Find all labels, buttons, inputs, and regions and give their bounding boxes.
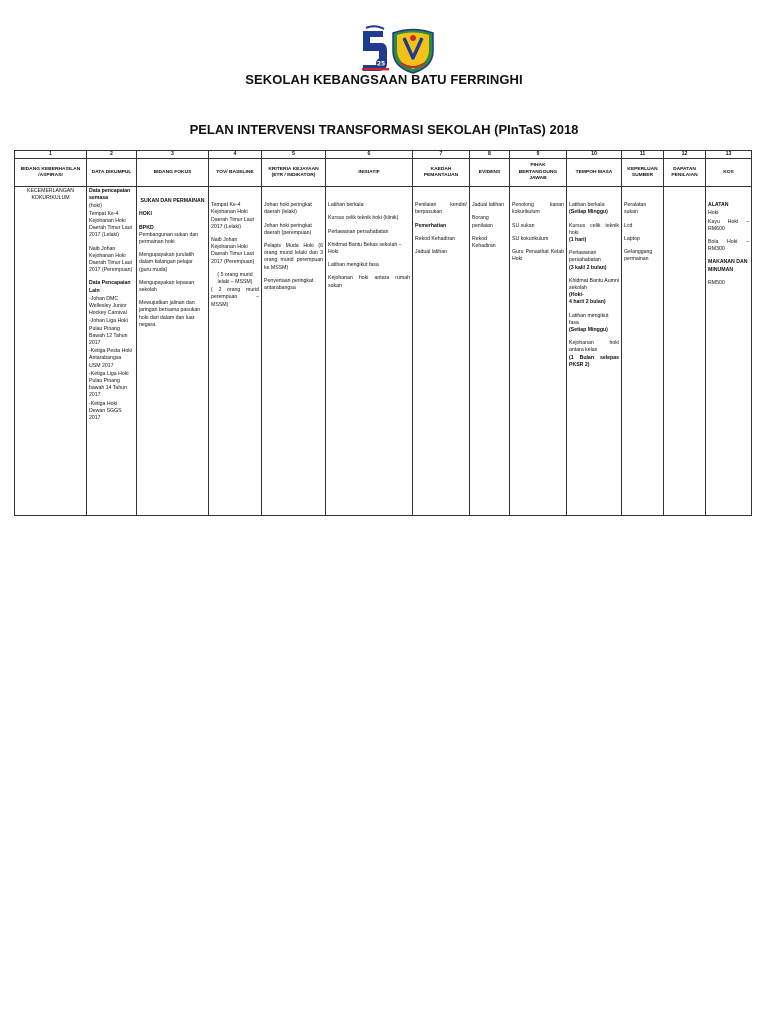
list-item: -Ketiga Liga Hoki Pulau Pinang bawah 14 Tahun 2017 [89, 370, 129, 399]
initiative-item: Latihan berkala [328, 202, 364, 209]
list-item: -Johan Liga Hoki Pulau Pinang Bawah 12 Tahun 2017 [89, 318, 128, 347]
data-heading: Data pencapaian semasa [89, 188, 131, 202]
responsible-text: Penolong kanan kokurikulum [512, 202, 564, 216]
period-duration: (Setiap Minggu) [569, 327, 608, 334]
cell-bidang-fokus [137, 187, 209, 516]
period-text: Perlawanan persahabatan [569, 250, 601, 264]
cell-kaedah-pemantauan [413, 187, 470, 516]
column-number: 4 [209, 151, 262, 159]
header-tempoh-masa: TEMPOH MASA [567, 159, 622, 187]
column-number: 9 [510, 151, 567, 159]
period-duration: (1 hari) [569, 237, 587, 244]
column-number: 1 [15, 151, 87, 159]
list-item: -Johan DMC Wellesley Junior Hockey Carnival [89, 295, 127, 317]
cell-pihak-bertanggung-jawab [510, 187, 567, 516]
initiative-item: Kejohanan hoki antara rumah sukan [328, 275, 410, 289]
initiative-item: Perlawanan persahabatan [328, 228, 389, 235]
header-tov-baseline: TOV/ BASELINE [209, 159, 262, 187]
column-number: 6 [326, 151, 413, 159]
list-item: -Ketiga Pesta Hoki Antarabangsa USM 2017 [89, 348, 132, 369]
data-subheading: (hoki) [89, 202, 102, 209]
period-text: Kejohanan hoki antara kelas [569, 340, 619, 354]
focus-text: Mengupayakan jurulatih dalam kalangan pelajar (guru muda) [139, 252, 195, 273]
column-number: 7 [413, 151, 470, 159]
cell-bidang-keberhasilan: KECEMERLANGAN KOKURIKULUM [15, 187, 87, 516]
data-text: Naib Johan Kejohanan Hoki Daerah Timur Laut 2017 (Perempuan) [89, 245, 133, 274]
cost-text: Kayu Hoki – RM600 [708, 218, 749, 232]
cell-evidens [470, 187, 510, 516]
monitoring-text: Jadual latihan [415, 249, 448, 256]
header-kriteria-kejayaan: KRITERIA KEJAYAAN (ETR / INDIKATOR) [262, 159, 326, 187]
focus-text: Mengupayakan lepasan sekolah [139, 279, 195, 294]
focus-text: Pembangunan sukan dan permainan hoki [139, 231, 199, 246]
criteria-text: Penyertaan peringkat antarabangsa [264, 277, 314, 292]
period-duration: (Hoki- [569, 292, 584, 299]
baseline-text: Naib Johan Kejohanan Hoki Daerah Timur Laut 2017 (Perempuan) [211, 237, 255, 265]
evidence-text: Borang penilaian [472, 215, 493, 229]
cost-text: Hoki [708, 210, 719, 217]
resource-text: Laptop [624, 235, 640, 242]
logo-text: 25 [376, 60, 386, 68]
cell-tov-baseline [209, 187, 262, 516]
evidence-text: Rekod Kehadiran [472, 235, 496, 250]
column-number-row [15, 151, 752, 159]
focus-label: HOKI [139, 211, 152, 218]
criteria-text: Johan hoki peringkat daerah (perempuan) [264, 222, 312, 236]
column-number: 8 [470, 151, 510, 159]
header-pihak-bertanggung-jawab: PIHAK BERTANGGUNG JAWAB [510, 159, 567, 187]
header-data-dikumpul: DATA DIKUMPUL [87, 159, 137, 187]
monitoring-text: Rekod Kehadiran [415, 235, 456, 242]
cell-keperluan-sumber [622, 187, 664, 516]
initiative-item: Kursus celik teknik hoki (klinik) [328, 215, 399, 222]
column-number: 12 [664, 151, 706, 159]
column-number: 2 [87, 151, 137, 159]
period-text: Latihan berkala [569, 202, 605, 209]
baseline-text: Tempat Ke-4 Kejohanan Hoki Daerah Timur Laut 2017 (Lelaki) [211, 202, 254, 230]
period-text: Latihan mengikut fasa [569, 312, 609, 326]
header-evidens: EVIDENS [470, 159, 510, 187]
cell-data-dikumpul [87, 187, 137, 516]
header-inisiatif: INISIATIF [326, 159, 413, 187]
period-duration: 4 hari/ 2 bulan) [569, 299, 606, 306]
period-text: Khidmat Bantu Aumni sekolah [569, 277, 619, 292]
column-number: 10 [567, 151, 622, 159]
cost-heading: ALATAN [708, 202, 729, 209]
resource-text: Gelanggang permainan [624, 249, 653, 263]
header-bidang-keberhasilan: BIDANG KEBERHASILAN /ASPIRASI [15, 159, 87, 187]
responsible-text: Guru Penasihat Kelab Hoki [512, 249, 564, 263]
cell-inisiatif [326, 187, 413, 516]
baseline-text: ( 2 orang murid perempuan – MSSM) [211, 287, 259, 308]
intervention-plan-table [14, 150, 752, 516]
header-keperluan-sumber: KEPERLUAN SUMBER [622, 159, 664, 187]
cell-dapatan-penilaian [664, 187, 706, 516]
focus-text: Mewujudkan jalinan dan jaringan bersama pasukan hoki dari dalam dan luar negara. [139, 300, 201, 328]
baseline-text: ( 5 orang murid lelaki – MSSM) [217, 271, 253, 286]
list-item: -Ketiga Hoki Dewan SGGS 2017 [89, 400, 122, 422]
resource-text: Lcd [624, 222, 633, 229]
table-row [15, 187, 752, 516]
column-number: 13 [706, 151, 752, 159]
responsible-text: SU sukan [512, 222, 535, 229]
column-number: 5 [262, 151, 326, 159]
period-duration: (3 kali/ 2 bulan) [569, 264, 607, 271]
cost-text: RM500 [708, 279, 725, 286]
cost-text: Bola Hoki – RM300 [708, 239, 749, 253]
header-kos: KOS [706, 159, 752, 187]
initiative-item: Latihan mengikut fasa [328, 262, 379, 269]
cost-heading: MAKANAN DAN MINUMAN [708, 259, 748, 273]
header-bidang-fokus: BIDANG FOKUS [137, 159, 209, 187]
data-text: Tempat Ke-4 Kejohanan Hoki Daerah Timur Laut 2017 (Lelaki) [89, 210, 132, 239]
focus-label: BPKD [139, 224, 154, 231]
initiative-item: Khidmat Bantu Bekas sekolah – Hoki [328, 241, 402, 256]
monitoring-text: Pemerhatian [415, 222, 447, 229]
cell-tempoh-masa [567, 187, 622, 516]
header-kaedah-pemantauan: KAEDAH PEMANTAUAN [413, 159, 470, 187]
period-duration: (1 Bulan selepas PKSR 2) [569, 354, 619, 368]
monitoring-text: Penilaian kendiri/ berpasukan [415, 202, 467, 216]
criteria-text: Johan hoki peringkat daerah (lelaki) [264, 202, 312, 216]
period-text: Kursus celik teknik hoki [569, 222, 619, 236]
header-dapatan-penilaian: DAPATAN PENILAIAN [664, 159, 706, 187]
data-heading: Data Pencapaian Lain [89, 280, 131, 294]
school-name: SEKOLAH KEBANGSAAN BATU FERRINGHI [245, 72, 523, 87]
document-title: PELAN INTERVENSI TRANSFORMASI SEKOLAH (PInTaS) 2018 [189, 122, 579, 137]
resource-text: Peralatan sukan [624, 202, 647, 216]
evidence-text: Jadual latihan [472, 202, 505, 209]
responsible-text: SU kokurikulum [512, 235, 549, 242]
school-logo [357, 25, 437, 75]
period-duration: (Setiap Minggu) [569, 209, 608, 216]
column-number: 11 [622, 151, 664, 159]
focus-heading: SUKAN DAN PERMAINAN [140, 198, 205, 205]
column-header-row [15, 159, 752, 187]
criteria-text: Pelapis Muda Hoki (6 orang murid lelaki dan 3 orang murid perempuan ke MSSM) [264, 243, 323, 271]
cell-kos [706, 187, 752, 516]
column-number: 3 [137, 151, 209, 159]
cell-kriteria-kejayaan [262, 187, 326, 516]
